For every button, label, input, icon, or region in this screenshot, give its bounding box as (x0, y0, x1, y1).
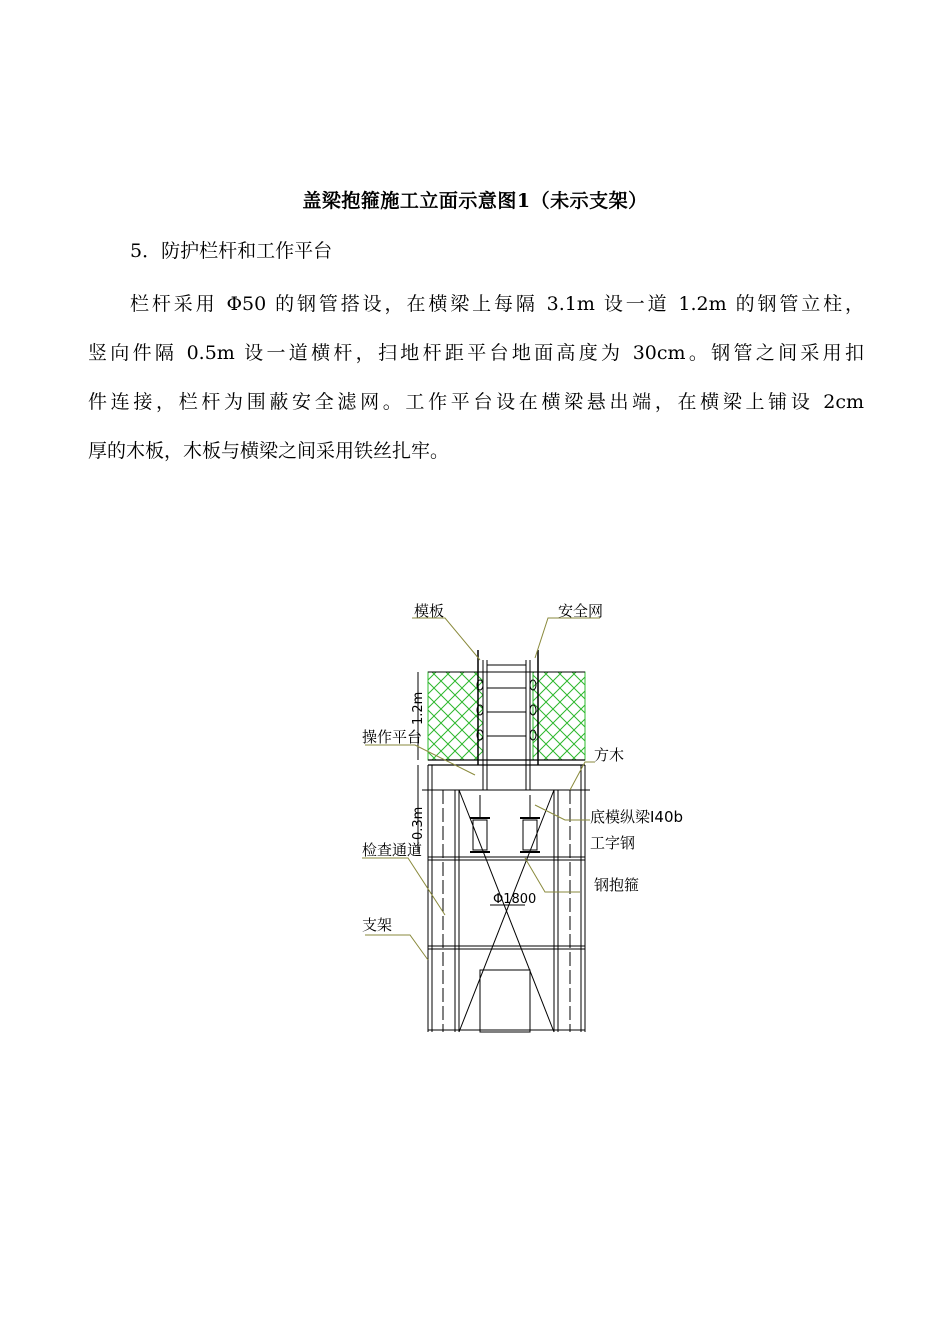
safety-net-right (533, 672, 585, 760)
scaffold-elevation-diagram (350, 590, 684, 1040)
label-bottom-beam: 底模纵梁I40b (590, 808, 684, 826)
pier-column (480, 970, 530, 1032)
label-support: 支架 (362, 916, 393, 934)
label-access: 检查通道 (362, 841, 423, 859)
sweep-height-dim: 0.3m (411, 806, 426, 840)
body-paragraph (88, 280, 864, 476)
paragraph-line: 厚的木板，木板与横梁之间采用铁丝扎牢。 (88, 440, 450, 462)
label-formwork: 模板 (414, 602, 445, 620)
label-i-steel: 工字钢 (590, 834, 636, 852)
paragraph-line: 件连接，栏杆为围蔽安全滤网。工作平台设在横梁悬出端，在横梁上铺设 2cm (88, 391, 864, 413)
label-square-timber: 方木 (594, 746, 625, 764)
paragraph-line: 栏杆采用 Φ50 的钢管搭设，在横梁上每隔 3.1m 设一道 1.2m 的钢管立柱， (130, 293, 864, 315)
figure-caption: 盖梁抱箍施工立面示意图1（未示支架） (302, 190, 648, 212)
label-hoop: 钢抱箍 (594, 876, 640, 894)
formwork (477, 660, 536, 790)
section-heading: 5．防护栏杆和工作平台 (130, 240, 333, 262)
column-diameter-label: Φ1800 (493, 892, 537, 907)
paragraph-line: 竖向件隔 0.5m 设一道横杆，扫地杆距平台地面高度为 30cm。钢管之间采用扣 (88, 342, 864, 364)
railing-height-dim: 1.2m (411, 691, 426, 725)
safety-net-left (428, 672, 483, 760)
label-safety-net: 安全网 (558, 602, 604, 620)
label-platform: 操作平台 (362, 728, 423, 746)
